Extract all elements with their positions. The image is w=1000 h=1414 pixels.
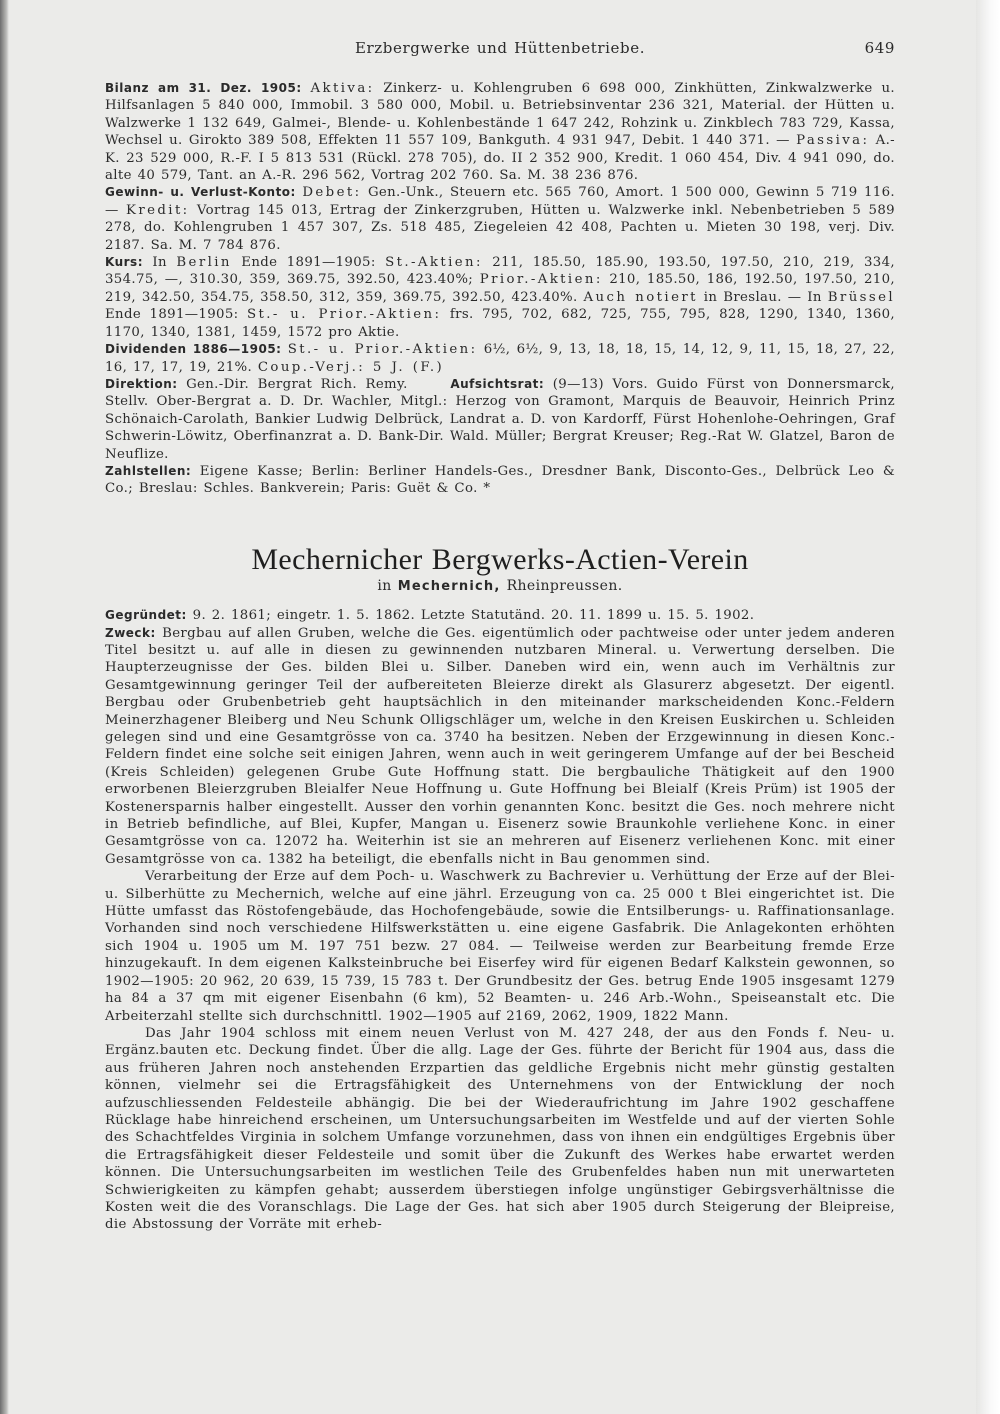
gegruendet-label: Gegründet: [105,608,187,623]
gegruendet-entry [105,607,895,624]
gegruendet-text: 9. 2. 1861; eingetr. 1. 5. 1862. Letzte Statutänd. 20. 11. 1899 u. 15. 5. 1902. [192,608,755,624]
direktion-label: Direktion: [105,376,178,391]
jahr-1904-paragraph: Das Jahr 1904 schloss mit einem neuen Verlust von M. 427 248, der aus den Fonds f. Neu- u. Ergänz.bauten etc. Deckung findet. Über die allg. Lage der Ges. führte der Bericht für 1904 aus, dass die aus früheren Jahren noch anstehenden Erzpartien das geldliche Ergebnis nicht mehr günstig gestalten können, vielmehr sei die Ertragsfähigkeit des Unternehmens von der Entwicklung der noch aufzuschliessenden Feldesteile abhängig. Die bei der Wiederaufrichtung im Jahre 1902 geschaffene Rücklage habe hinreichend erscheinen, um Untersuchungsarbeiten im Westfelde und auf der vierten Sohle des Schachtfeldes Virginia in solchem Umfange vorzunehmen, dass von ihnen ein endgültiges Ergebnis über die Ertragsfähigkeit dieser Feldesteile und somit über die Zukunft des Werkes habe erwartet werden können. Die Untersuchungsarbeiten im westlichen Teile des Grubenfeldes haben nun mit unerwarteten Schwierigkeiten zu kämpfen gehabt; ausserdem überstiegen infolge ungünstiger Gebirgsverhältnisse die Kosten weit die des Voranschlags. Die Lage der Ges. hat sich aber 1905 durch Steigerung der Bleipreise, die Abstossung der Vorräte mit erheb- [105,1025,895,1233]
page-number: 649 [864,39,895,57]
zahlstellen-text: Eigene Kasse; Berlin: Berliner Handels-Ges., Dresdner Bank, Disconto-Ges., Delbrück Leo & Co.; Breslau: Schles. Bankverein; Paris: Guët & Co. * [105,463,896,497]
kurs-entry [105,254,895,341]
dividenden-st-prior: St.- u. Prior.-Aktien: [287,342,478,358]
dividenden-label: Dividenden 1886—1905: [105,342,282,357]
company-title: Mechernicher Bergwerks-Actien-Verein [251,542,749,576]
company-city: Mechernich, [397,578,501,594]
aktiva-text: Zinkerz- u. Kohlengruben 6 698 000, Zinkhütten, Zinkwalzwerke u. Hilfsanlagen 5 840 000, Immobil. 3 580 000, Mobil. u. Betriebsinventar 236 321, Material. der Hütten u. Walzwerke 1 132 649, Galmei-, Blende- u. Kohlenbestände 1 647 242, Rohzink u. Zinkblech 783 729, Kassa, Wechsel u. Girokto 389 508, Effekten 11 557 109, Bankguth. 4 931 947, Debit. 1 440 371. — [105,81,895,149]
page-right-margin [976,0,1000,1414]
page-content [105,40,895,1234]
running-title: Erzbergwerke und Hüttenbetriebe. [354,39,646,57]
kurs-text-1: In [152,255,167,271]
zweck-entry [105,625,895,869]
direktion-aufsichtsrat-entry [105,376,895,463]
kurs-berlin: Berlin [176,255,232,271]
kurs-text-3: 211, 185.50, 185.90, 193.50, 197.50, 210, 219, 334, 354.75, —, 310.30, 359, 369.75, 392.50, 423.40%; [105,255,896,288]
dividenden-entry [105,341,895,376]
kredit-label: Kredit: [126,202,190,218]
bilanz-label: Bilanz am 31. Dez. 1905: [105,81,302,95]
aufsichtsrat-label: Aufsichtsrat: [450,376,545,391]
kurs-text-4: 210, 185.50, 186, 192.50, 197.50, 210, 219, 342.50, 354.75, 358.50, 312, 359, 369.75, 392.50, 423.40%. [105,272,895,305]
bilanz-entry [105,80,895,184]
direktion-text: Gen.-Dir. Bergrat Rich. Remy. [186,376,408,392]
kurs-text-7: frs. 795, 702, 682, 725, 755, 795, 828, 1290, 1340, 1360, 1170, 1340, 1381, 1459, 1572 pro Aktie. [105,307,895,340]
kurs-auch: Auch notiert [583,289,698,305]
company-subtitle [105,578,895,595]
aufsichtsrat-text: (9—13) Vors. Guido Fürst von Donnersmarck, Stellv. Ober-Bergrat a. D. Dr. Wachler, Mitgl.: Herzog von Gramont, Marquis de Beauvoir, Heinrich Prinz Schönaich-Carolath, Bankier Ludwig Delbrück, Landrat a. D. von Kardorff, Fürst Hohenlohe-Oehringen, Graf Schwerin-Löwitz, Oberfinanzrat a. D. Bank-Dir. Wald. Müller; Bergrat Kreuser; Reg.-Rat W. Glatzel, Baron de Neuflize. [105,376,895,462]
kurs-text-6: Ende 1891—1905: [105,307,239,323]
kurs-text-2: Ende 1891—1905: [241,255,376,271]
debet-label: Debet: [302,185,362,201]
zweck-label: Zweck: [105,625,156,640]
zahlstellen-label: Zahlstellen: [105,463,192,478]
kurs-st-aktien: St.-Aktien: [385,255,483,271]
kurs-label: Kurs: [105,255,143,270]
company-sub-prefix: in [377,577,392,594]
verarbeitung-paragraph: Verarbeitung der Erze auf dem Poch- u. Waschwerk zu Bachrevier u. Verhüttung der Erze auf der Blei- u. Silberhütte zu Mechernich, welche auf eine jährl. Erzeugung von ca. 25 000 t Blei eingerichtet ist. Die Hütte umfasst das Röstofengebäude, das Hochofengebäude, sowie die Entsilberungs- u. Raffinationsanlage. Vorhanden sind noch verschiedene Hilfswerkstätten u. eine eigene Gasfabrik. Die Anlagekonten erhöhten sich 1904 u. 1905 um M. 197 751 bezw. 27 084. — Teilweise werden zur Bearbeitung fremde Erze hinzugekauft. In dem eigenen Kalksteinbruche bei Eiserfey wird für eigenen Bedarf Kalkstein gewonnen, so 1902—1905: 20 962, 20 639, 15 739, 15 783 t. Der Grundbesitz der Ges. betrug Ende 1905 insgesamt 1279 ha 84 a 37 qm mit eigener Eisenbahn (6 km), 52 Beamten- u. 246 Arb.-Wohn., Speiseanstalt etc. Die Arbeiterzahl stellte sich durchschnittl. 1902—1905 auf 2169, 2062, 1909, 1822 Mann. [105,869,895,1024]
dividenden-text: 6½, 6½, 9, 13, 18, 18, 15, 14, 12, 9, 11, 15, 18, 27, 22, 16, 17, 17, 19, 21%. [105,342,895,375]
kurs-text-5: in Breslau. — In [703,289,822,305]
gewinn-label: Gewinn- u. Verlust-Konto: [105,185,296,200]
page-binding-shadow [0,0,9,1414]
debet-text: Gen.-Unk., Steuern etc. 565 760, Amort. 1 500 000, Gewinn 5 719 116. — [105,185,896,218]
kurs-bruessel: Brüssel [827,289,896,305]
dividenden-coup: Coup.-Verj.: 5 J. (F.) [257,359,445,375]
kurs-st-prior: St.- u. Prior.-Aktien: [247,307,442,323]
aktiva-label: Aktiva: [310,81,375,96]
gewinn-entry [105,184,895,254]
kredit-text: Vortrag 145 013, Ertrag der Zinkerzgruben, Hütten u. Walzwerke inkl. Nebenbetrieben 5 589 278, do. Kohlengruben 1 457 307, Zs. 518 485, Ziegeleien 42 408, Pachten u. Mieten 30 198, verj. Div. 2187. Sa. M. 7 784 876. [105,202,895,253]
running-head [105,40,895,60]
zweck-text: Bergbau auf allen Gruben, welche die Ges. eigentümlich oder pachtweise oder unter jedem anderen Titel besitzt u. auf alle in diesen zu gewinnenden nutzbaren Mineral. u. Verwertung derselben. Die Haupterzeugnisse der Ges. bilden Blei u. Silber. Daneben wird ein, wenn auch im Verhältnis zur Gesamtgewinnung geringer Teil der aufbereiteten Bleierze direkt als Glasurerz abgesetzt. Der eigentl. Bergbau oder Grubenbetrieb geht hauptsächlich in den miteinander markscheidenden Konc.-Feldern Meinerzhagener Bleiberg und Neu Schunk Olligschläger um, welche in den Kreisen Euskirchen u. Schleiden gelegen sind und eine Gesamtgrösse von ca. 3740 ha besitzen. Neben der Erzgewinnung in diesen Konc.-Feldern findet eine solche seit einigen Jahren, wenn auch in weit geringerem Umfange auf der bei Bescheid (Kreis Schleiden) gelegenen Grube Gute Hoffnung statt. Die bergbauliche Thätigkeit auf den 1900 erworbenen Bleierzgruben Bleialfer Neue Hoffnung u. Gute Hoffnung bei Bleialf (Kreis Prüm) ist 1905 der Kostenersparnis halber eingestellt. Ausser den vorhin genannten Konc. besitzt die Ges. noch mehrere nicht in Betrieb befindliche, auf Blei, Kupfer, Mangan u. Eisenerz sowie Braunkohle verliehene Konc. in einer Gesamtgrösse von ca. 12072 ha. Weiterhin ist sie an mehreren auf Eisenerz verliehenen Konc. mit einer Gesamtgrösse von ca. 1382 ha beteiligt, die ebenfalls nicht in Bau genommen sind. [105,625,895,867]
zahlstellen-entry [105,463,895,498]
kurs-prior-aktien: Prior.-Aktien: [479,272,603,288]
company-region: Rheinpreussen. [506,577,623,594]
passiva-text: A.-K. 23 529 000, R.-F. I 5 813 531 (Rückl. 278 705), do. II 2 352 900, Kredit. 1 060 454, Div. 4 941 090, do. alte 40 579, Tant. an A.-R. 296 562, Vortrag 202 760. Sa. M. 38 236 876. [105,133,895,184]
passiva-label: Passiva: [796,133,870,149]
